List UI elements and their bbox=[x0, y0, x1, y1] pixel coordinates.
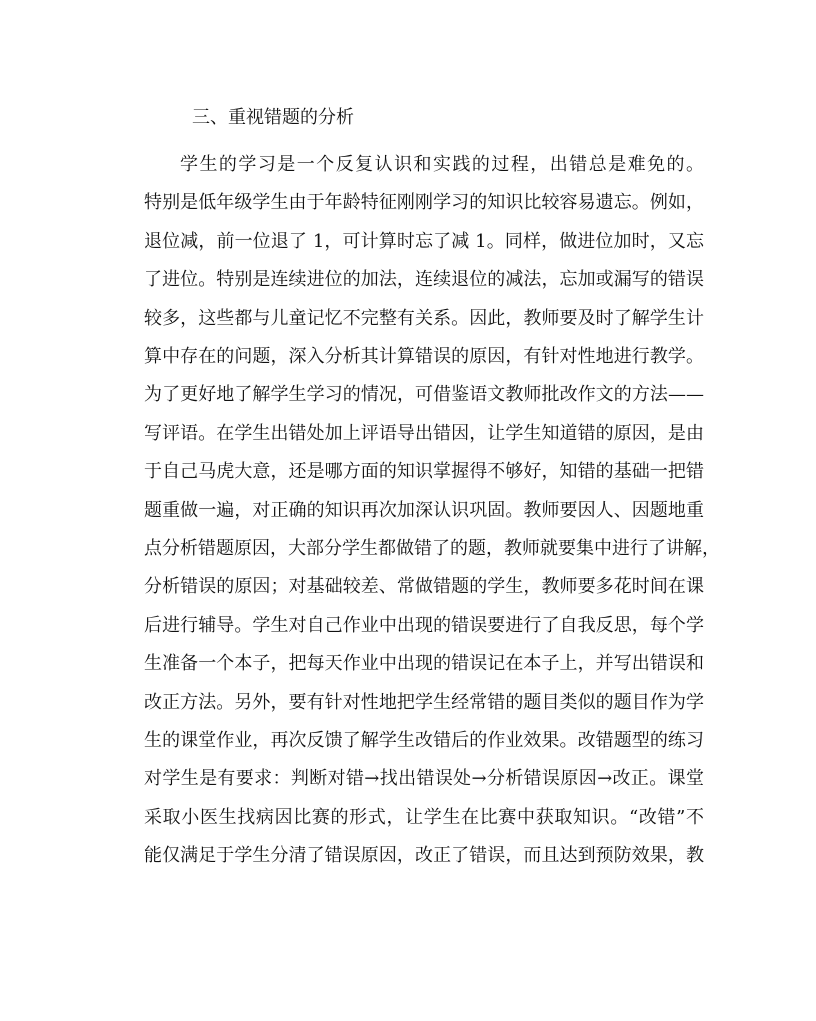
text-line: 后进行辅导。学生对自己作业中出现的错误要进行了自我反思，每个学 bbox=[144, 615, 704, 636]
text-line: 采取小医生找病因比赛的形式，让学生在比赛中获取知识。“改错”不 bbox=[144, 807, 704, 828]
text-line: 对学生是有要求：判断对错→找出错误处→分析错误原因→改正。课堂 bbox=[144, 768, 704, 789]
text-line: 题重做一遍，对正确的知识再次加深认识巩固。教师要因人、因题地重 bbox=[144, 500, 704, 521]
section-heading: 三、重视错题的分析 bbox=[192, 107, 354, 128]
text-line: 算中存在的问题，深入分析其计算错误的原因，有针对性地进行教学。 bbox=[144, 346, 704, 367]
text-line: 于自己马虎大意，还是哪方面的知识掌握得不够好，知错的基础一把错 bbox=[144, 461, 704, 482]
text-line: 较多，这些都与儿童记忆不完整有关系。因此，教师要及时了解学生计 bbox=[144, 308, 704, 329]
text-line: 生准备一个本子，把每天作业中出现的错误记在本子上，并写出错误和 bbox=[144, 653, 704, 674]
text-line: 为了更好地了解学生学习的情况，可借鉴语文教师批改作文的方法—— bbox=[144, 384, 704, 405]
text-line: 退位减，前一位退了 1，可计算时忘了减 1。同样，做进位加时，又忘 bbox=[144, 231, 704, 252]
text-line: 生的课堂作业，再次反馈了解学生改错后的作业效果。改错题型的练习 bbox=[144, 730, 704, 751]
text-line: 改正方法。另外，要有针对性地把学生经常错的题目类似的题目作为学 bbox=[144, 692, 704, 713]
text-line: 写评语。在学生出错处加上评语导出错因，让学生知道错的原因，是由 bbox=[144, 423, 704, 444]
text-line: 学生的学习是一个反复认识和实践的过程，出错总是难免的。 bbox=[180, 154, 704, 175]
text-line: 了进位。特别是连续进位的加法，连续退位的减法，忘加或漏写的错误 bbox=[144, 269, 704, 290]
text-line: 点分析错题原因，大部分学生都做错了的题，教师就要集中进行了讲解， bbox=[144, 538, 720, 559]
text-line: 能仅满足于学生分清了错误原因，改正了错误，而且达到预防效果，教 bbox=[144, 845, 704, 866]
text-line: 特别是低年级学生由于年龄特征刚刚学习的知识比较容易遗忘。例如， bbox=[144, 192, 704, 213]
text-line: 分析错误的原因；对基础较差、常做错题的学生，教师要多花时间在课 bbox=[144, 576, 704, 597]
